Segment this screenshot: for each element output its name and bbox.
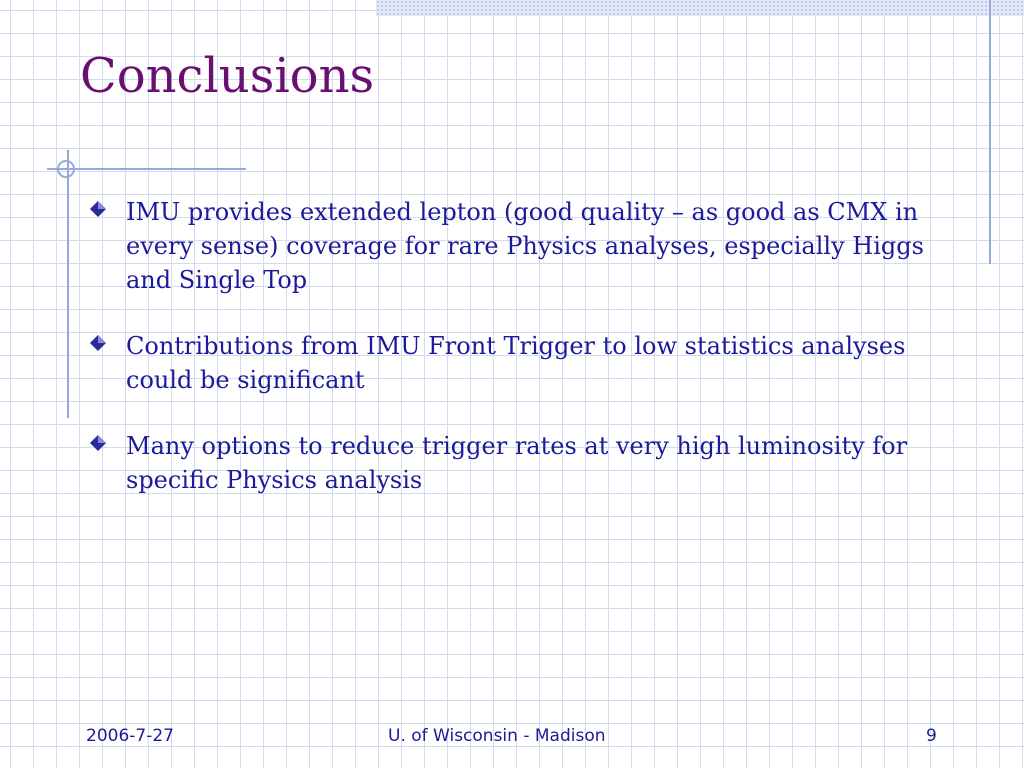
footer-date: 2006-7-27 bbox=[86, 726, 174, 746]
footer-organization: U. of Wisconsin - Madison bbox=[388, 726, 606, 746]
bullet-text: IMU provides extended lepton (good quality – as good as CMX in every sense) coverage for rare Physics analyses, especially Higgs and Single Top bbox=[126, 198, 924, 294]
diamond-bullet-icon bbox=[90, 201, 106, 217]
title-underline-rule bbox=[47, 168, 246, 170]
left-vertical-rule bbox=[67, 150, 69, 418]
diamond-bullet-icon bbox=[90, 335, 106, 351]
footer-page-number: 9 bbox=[926, 726, 937, 746]
bullet-item-3 bbox=[84, 429, 934, 497]
bullet-text: Contributions from IMU Front Trigger to low statistics analyses could be significant bbox=[126, 332, 906, 394]
bullet-text: Many options to reduce trigger rates at very high luminosity for specific Physics analysis bbox=[126, 432, 908, 494]
right-vertical-rule bbox=[989, 0, 991, 264]
bullet-item-2 bbox=[84, 329, 934, 397]
crosshair-circle-icon bbox=[57, 160, 75, 178]
bullet-item-1 bbox=[84, 195, 934, 297]
diamond-bullet-icon bbox=[90, 435, 106, 451]
slide-title: Conclusions bbox=[80, 48, 375, 104]
corner-pattern-decoration bbox=[376, 0, 1024, 16]
bullet-list bbox=[84, 195, 934, 529]
